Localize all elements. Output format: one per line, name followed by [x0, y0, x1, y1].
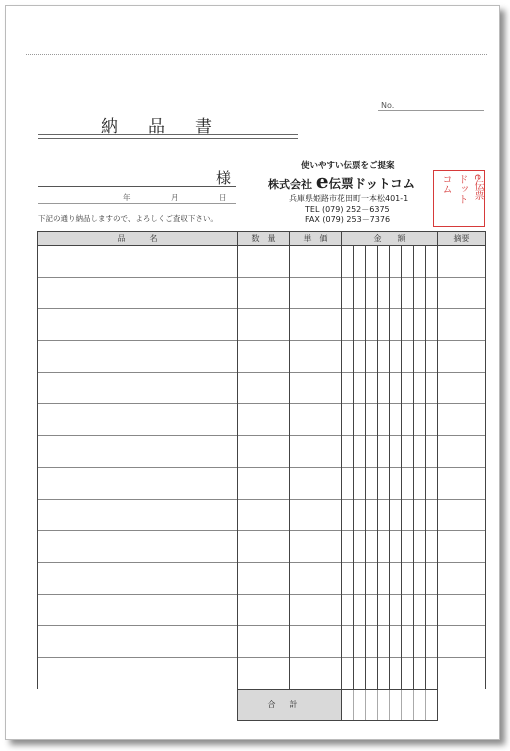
amount-digit-cell[interactable]: [366, 531, 378, 563]
amount-digit-cell[interactable]: [390, 372, 402, 404]
table-row: [38, 499, 486, 531]
stamp-line-2: ドット: [456, 174, 467, 204]
item-cell[interactable]: [38, 277, 238, 309]
table-row: [38, 436, 486, 468]
qty-cell[interactable]: [238, 372, 290, 404]
amount-digit-cell[interactable]: [402, 657, 414, 689]
remarks-cell[interactable]: [438, 499, 486, 531]
total-amount-cell[interactable]: [426, 689, 438, 720]
amount-digit-cell[interactable]: [342, 309, 354, 341]
amount-digit-cell[interactable]: [354, 531, 366, 563]
brand-e-logo: e: [315, 169, 329, 193]
amount-digit-cell[interactable]: [378, 499, 390, 531]
table-row: [38, 309, 486, 341]
amount-digit-cell[interactable]: [378, 594, 390, 626]
amount-digit-cell[interactable]: [342, 594, 354, 626]
amount-digit-cell[interactable]: [402, 277, 414, 309]
amount-digit-cell[interactable]: [366, 246, 378, 278]
unit-price-cell[interactable]: [290, 626, 342, 658]
amount-digit-cell[interactable]: [342, 404, 354, 436]
total-blank: [38, 689, 238, 720]
amount-digit-cell[interactable]: [378, 562, 390, 594]
amount-digit-cell[interactable]: [414, 372, 426, 404]
table-row: [38, 246, 486, 278]
amount-digit-cell[interactable]: [390, 467, 402, 499]
amount-digit-cell[interactable]: [426, 341, 438, 373]
amount-digit-cell[interactable]: [402, 404, 414, 436]
amount-digit-cell[interactable]: [414, 467, 426, 499]
amount-digit-cell[interactable]: [402, 436, 414, 468]
company-prefix: 株式会社: [268, 178, 312, 191]
amount-digit-cell[interactable]: [354, 341, 366, 373]
company-name: [268, 169, 416, 193]
amount-digit-cell[interactable]: [366, 657, 378, 689]
remarks-cell[interactable]: [438, 404, 486, 436]
qty-cell[interactable]: [238, 562, 290, 594]
amount-digit-cell[interactable]: [402, 626, 414, 658]
amount-digit-cell[interactable]: [414, 657, 426, 689]
amount-digit-cell[interactable]: [414, 594, 426, 626]
table-row: [38, 341, 486, 373]
amount-digit-cell[interactable]: [426, 562, 438, 594]
amount-digit-cell[interactable]: [402, 531, 414, 563]
amount-digit-cell[interactable]: [366, 277, 378, 309]
item-cell[interactable]: [38, 404, 238, 436]
amount-digit-cell[interactable]: [426, 626, 438, 658]
amount-digit-cell[interactable]: [414, 531, 426, 563]
table-row: [38, 594, 486, 626]
form-title: 納品書: [101, 117, 242, 137]
qty-cell[interactable]: [238, 626, 290, 658]
table-row: [38, 531, 486, 563]
amount-digit-cell[interactable]: [426, 404, 438, 436]
amount-digit-cell[interactable]: [402, 467, 414, 499]
total-amount-cell[interactable]: [342, 689, 354, 720]
total-amount-cell[interactable]: [366, 689, 378, 720]
remarks-cell[interactable]: [438, 467, 486, 499]
amount-digit-cell[interactable]: [366, 499, 378, 531]
amount-digit-cell[interactable]: [390, 309, 402, 341]
amount-digit-cell[interactable]: [414, 404, 426, 436]
amount-digit-cell[interactable]: [366, 341, 378, 373]
header-unit-price: 単 価: [290, 232, 342, 246]
item-cell[interactable]: [38, 531, 238, 563]
item-cell[interactable]: [38, 309, 238, 341]
amount-digit-cell[interactable]: [426, 372, 438, 404]
amount-digit-cell[interactable]: [390, 341, 402, 373]
item-cell[interactable]: [38, 372, 238, 404]
date-year-label: 年: [123, 193, 131, 202]
unit-price-cell[interactable]: [290, 436, 342, 468]
remarks-cell[interactable]: [438, 626, 486, 658]
amount-digit-cell[interactable]: [414, 277, 426, 309]
amount-digit-cell[interactable]: [354, 436, 366, 468]
amount-digit-cell[interactable]: [378, 341, 390, 373]
amount-digit-cell[interactable]: [342, 277, 354, 309]
header-item: 品 名: [38, 232, 238, 246]
unit-price-cell[interactable]: [290, 467, 342, 499]
amount-digit-cell[interactable]: [426, 594, 438, 626]
amount-digit-cell[interactable]: [402, 594, 414, 626]
remarks-cell[interactable]: [438, 562, 486, 594]
unit-price-cell[interactable]: [290, 404, 342, 436]
amount-digit-cell[interactable]: [378, 467, 390, 499]
amount-digit-cell[interactable]: [354, 594, 366, 626]
amount-digit-cell[interactable]: [366, 467, 378, 499]
amount-digit-cell[interactable]: [426, 531, 438, 563]
amount-digit-cell[interactable]: [414, 499, 426, 531]
company-address: 兵庫県姫路市花田町一本松401-1: [289, 194, 409, 203]
amount-digit-cell[interactable]: [426, 309, 438, 341]
unit-price-cell[interactable]: [290, 499, 342, 531]
amount-digit-cell[interactable]: [354, 404, 366, 436]
delivery-items-table: [37, 231, 486, 721]
amount-digit-cell[interactable]: [414, 246, 426, 278]
header-remarks: 摘要: [438, 232, 486, 246]
amount-digit-cell[interactable]: [342, 341, 354, 373]
amount-digit-cell[interactable]: [426, 657, 438, 689]
amount-digit-cell[interactable]: [366, 404, 378, 436]
delivery-slip-sheet: [5, 5, 500, 740]
item-cell[interactable]: [38, 436, 238, 468]
amount-digit-cell[interactable]: [402, 246, 414, 278]
unit-price-cell[interactable]: [290, 372, 342, 404]
amount-digit-cell[interactable]: [342, 657, 354, 689]
amount-digit-cell[interactable]: [354, 309, 366, 341]
customer-honorific: 様: [216, 169, 232, 187]
company-tel: TEL (079) 252－6375: [305, 205, 390, 214]
brand-name: 伝票ドットコム: [328, 176, 416, 191]
customer-name-line[interactable]: [38, 186, 236, 187]
date-line[interactable]: [38, 203, 236, 204]
amount-digit-cell[interactable]: [342, 499, 354, 531]
date-day-label: 日: [219, 193, 227, 202]
total-remarks-blank: [438, 689, 486, 720]
total-amount-cell[interactable]: [378, 689, 390, 720]
table-row: [38, 562, 486, 594]
amount-digit-cell[interactable]: [414, 341, 426, 373]
number-label: No.: [381, 101, 395, 110]
total-amount-cell[interactable]: [414, 689, 426, 720]
number-field-line[interactable]: [378, 110, 484, 111]
title-underline-double: [38, 138, 298, 139]
date-month-label: 月: [171, 193, 179, 202]
stamp-line-3: コム: [440, 174, 451, 194]
amount-digit-cell[interactable]: [342, 562, 354, 594]
amount-digit-cell[interactable]: [426, 246, 438, 278]
company-tagline: 使いやすい伝票をご提案: [301, 161, 395, 171]
table-row: [38, 467, 486, 499]
amount-digit-cell[interactable]: [390, 246, 402, 278]
remarks-cell[interactable]: [438, 436, 486, 468]
amount-digit-cell[interactable]: [402, 309, 414, 341]
item-cell[interactable]: [38, 467, 238, 499]
amount-digit-cell[interactable]: [390, 626, 402, 658]
amount-digit-cell[interactable]: [414, 309, 426, 341]
unit-price-cell[interactable]: [290, 246, 342, 278]
amount-digit-cell[interactable]: [390, 436, 402, 468]
unit-price-cell[interactable]: [290, 277, 342, 309]
header-amount: 金 額: [342, 232, 438, 246]
unit-price-cell[interactable]: [290, 562, 342, 594]
remarks-cell[interactable]: [438, 277, 486, 309]
item-cell[interactable]: [38, 594, 238, 626]
item-cell[interactable]: [38, 246, 238, 278]
amount-digit-cell[interactable]: [390, 562, 402, 594]
amount-digit-cell[interactable]: [378, 404, 390, 436]
total-amount-cell[interactable]: [390, 689, 402, 720]
remarks-cell[interactable]: [438, 341, 486, 373]
table-row: [38, 404, 486, 436]
amount-digit-cell[interactable]: [402, 499, 414, 531]
unit-price-cell[interactable]: [290, 531, 342, 563]
amount-digit-cell[interactable]: [378, 309, 390, 341]
table-row: [38, 626, 486, 658]
amount-digit-cell[interactable]: [426, 436, 438, 468]
amount-digit-cell[interactable]: [366, 594, 378, 626]
notice-text: 下記の通り納品しますので、よろしくご査収下さい。: [38, 214, 218, 223]
amount-digit-cell[interactable]: [354, 246, 366, 278]
amount-digit-cell[interactable]: [354, 626, 366, 658]
table-row: [38, 277, 486, 309]
amount-digit-cell[interactable]: [378, 657, 390, 689]
title-underline: [38, 134, 298, 135]
amount-digit-cell[interactable]: [414, 562, 426, 594]
remarks-cell[interactable]: [438, 594, 486, 626]
amount-digit-cell[interactable]: [390, 594, 402, 626]
company-seal-stamp: [433, 170, 485, 227]
amount-digit-cell[interactable]: [354, 657, 366, 689]
amount-digit-cell[interactable]: [366, 562, 378, 594]
amount-digit-cell[interactable]: [366, 626, 378, 658]
remarks-cell[interactable]: [438, 372, 486, 404]
amount-digit-cell[interactable]: [366, 372, 378, 404]
header-qty: 数 量: [238, 232, 290, 246]
amount-digit-cell[interactable]: [390, 277, 402, 309]
qty-cell[interactable]: [238, 594, 290, 626]
amount-digit-cell[interactable]: [342, 246, 354, 278]
qty-cell[interactable]: [238, 657, 290, 689]
amount-digit-cell[interactable]: [354, 467, 366, 499]
amount-digit-cell[interactable]: [390, 531, 402, 563]
table-row: [38, 657, 486, 689]
amount-digit-cell[interactable]: [342, 372, 354, 404]
amount-digit-cell[interactable]: [414, 436, 426, 468]
amount-digit-cell[interactable]: [354, 562, 366, 594]
item-cell[interactable]: [38, 626, 238, 658]
item-cell[interactable]: [38, 562, 238, 594]
remarks-cell[interactable]: [438, 531, 486, 563]
amount-digit-cell[interactable]: [366, 436, 378, 468]
amount-digit-cell[interactable]: [390, 657, 402, 689]
stamp-line-1: e伝票: [472, 174, 483, 201]
unit-price-cell[interactable]: [290, 341, 342, 373]
amount-digit-cell[interactable]: [426, 499, 438, 531]
remarks-cell[interactable]: [438, 309, 486, 341]
unit-price-cell[interactable]: [290, 594, 342, 626]
amount-digit-cell[interactable]: [378, 436, 390, 468]
total-amount-cell[interactable]: [402, 689, 414, 720]
amount-digit-cell[interactable]: [342, 467, 354, 499]
company-fax: FAX (079) 253－7376: [305, 215, 391, 224]
qty-cell[interactable]: [238, 309, 290, 341]
amount-digit-cell[interactable]: [354, 372, 366, 404]
unit-price-cell[interactable]: [290, 657, 342, 689]
qty-cell[interactable]: [238, 467, 290, 499]
item-cell[interactable]: [38, 341, 238, 373]
amount-digit-cell[interactable]: [342, 626, 354, 658]
amount-digit-cell[interactable]: [402, 341, 414, 373]
qty-cell[interactable]: [238, 404, 290, 436]
amount-digit-cell[interactable]: [378, 246, 390, 278]
remarks-cell[interactable]: [438, 246, 486, 278]
amount-digit-cell[interactable]: [378, 626, 390, 658]
total-label: 合計: [238, 689, 342, 720]
amount-digit-cell[interactable]: [402, 562, 414, 594]
amount-digit-cell[interactable]: [378, 277, 390, 309]
unit-price-cell[interactable]: [290, 309, 342, 341]
amount-digit-cell[interactable]: [390, 404, 402, 436]
amount-digit-cell[interactable]: [426, 277, 438, 309]
item-cell[interactable]: [38, 499, 238, 531]
table-row: [38, 372, 486, 404]
amount-digit-cell[interactable]: [390, 499, 402, 531]
amount-digit-cell[interactable]: [402, 372, 414, 404]
qty-cell[interactable]: [238, 246, 290, 278]
amount-digit-cell[interactable]: [342, 436, 354, 468]
amount-digit-cell[interactable]: [414, 626, 426, 658]
amount-digit-cell[interactable]: [354, 499, 366, 531]
qty-cell[interactable]: [238, 341, 290, 373]
remarks-cell[interactable]: [438, 657, 486, 689]
qty-cell[interactable]: [238, 277, 290, 309]
perforation-line: [26, 54, 487, 55]
amount-digit-cell[interactable]: [342, 531, 354, 563]
amount-digit-cell[interactable]: [366, 309, 378, 341]
amount-digit-cell[interactable]: [378, 531, 390, 563]
qty-cell[interactable]: [238, 436, 290, 468]
qty-cell[interactable]: [238, 531, 290, 563]
amount-digit-cell[interactable]: [354, 277, 366, 309]
amount-digit-cell[interactable]: [378, 372, 390, 404]
total-amount-cell[interactable]: [354, 689, 366, 720]
qty-cell[interactable]: [238, 499, 290, 531]
amount-digit-cell[interactable]: [426, 467, 438, 499]
item-cell[interactable]: [38, 657, 238, 689]
